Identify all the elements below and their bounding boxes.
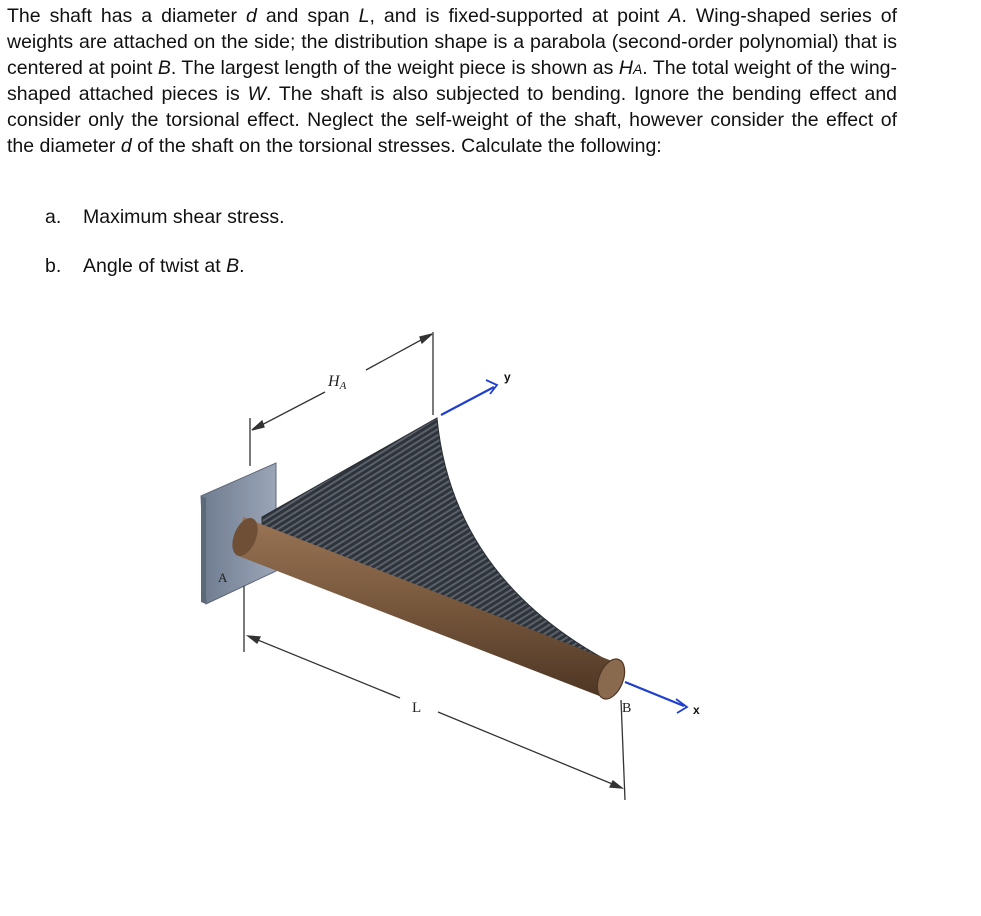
label-y: y xyxy=(504,370,511,384)
question-a: a. Maximum shear stress. xyxy=(45,206,285,228)
label-l: L xyxy=(412,700,422,716)
label-x: x xyxy=(693,703,700,717)
label-b: B xyxy=(622,701,632,716)
x-axis-arrow xyxy=(625,682,687,713)
y-axis-arrow xyxy=(441,380,497,415)
problem-statement: The shaft has a diameter d and span L, and is fixed-supported at point A. Wing-shaped series of weights are attached on the side; the distribution shape is a parabola (second-order polynomial) that is centered at point B. The largest length of the weight piece is shown as HA. The total weight of the wing-shaped attached pieces is W. The shaft is also subjected to bending. Ignore the bending effect and consider only the torsional effect. Neglect the self-weight of the shaft, however consider the effect of the diameter d of the shaft on the torsional stresses. Calculate the following: xyxy=(7,5,898,157)
label-a: A xyxy=(218,570,228,585)
question-b: b. Angle of twist at B. xyxy=(45,255,245,277)
shaft-figure xyxy=(0,300,981,916)
label-ha: HA xyxy=(328,373,347,392)
